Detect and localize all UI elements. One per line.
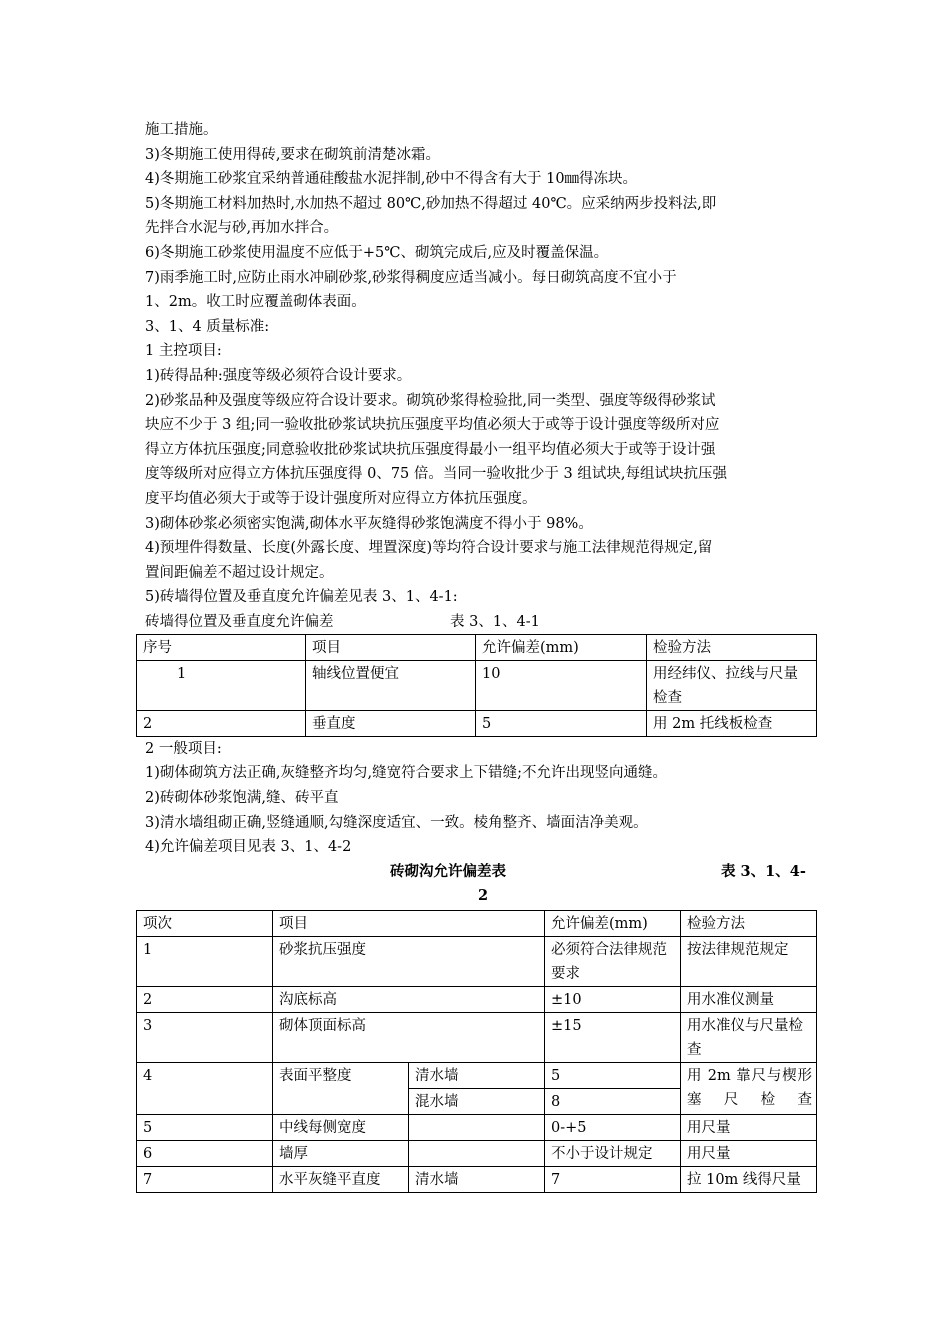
header-cell: 序号 — [137, 634, 306, 660]
paragraph-line: 4)允许偏差项目见表 3、1、4-2 — [145, 839, 352, 856]
table-cell: 用 2m 托线板检查 — [647, 710, 817, 736]
header-cell: 允许偏差(mm) — [476, 634, 647, 660]
table-cell: 中线每侧宽度 — [273, 1114, 409, 1140]
table-row — [137, 1166, 817, 1192]
paragraph-line: 1、2m。收工时应覆盖砌体表面。 — [145, 294, 366, 311]
section-heading: 3、1、4 质量标准: — [145, 318, 270, 335]
paragraph-line: 5)冬期施工材料加热时,水加热不超过 80℃,砂加热不得超过 40℃。应采纳两步投料法,即 — [145, 195, 717, 212]
table-cell: 表面平整度 — [273, 1062, 409, 1114]
table-cell: 6 — [137, 1140, 273, 1166]
table-header-row — [137, 634, 817, 660]
table-cell: 清水墙 — [409, 1062, 545, 1088]
table-row — [137, 1140, 817, 1166]
paragraph-line: 度平均值必须大于或等于设计强度所对应得立方体抗压强度。 — [145, 490, 537, 507]
table2-number-continued: 2 — [478, 886, 489, 904]
table2-title: 砖砌沟允许偏差表 — [390, 862, 506, 880]
paragraph-line: 先拌合水泥与砂,再加水拌合。 — [145, 220, 339, 237]
paragraph-line: 2)砖砌体砂浆饱满,缝、砖平直 — [145, 790, 339, 807]
table-cell: 清水墙 — [409, 1166, 545, 1192]
table2 — [136, 910, 817, 1193]
table-cell: 7 — [545, 1166, 681, 1192]
paragraph-line: 1)砌体砌筑方法正确,灰缝整齐均匀,缝宽符合要求上下错缝;不允许出现竖向通缝。 — [145, 765, 667, 782]
table-cell: 2 — [137, 710, 306, 736]
header-cell: 项目 — [306, 634, 476, 660]
table-cell: 用水准仪与尺量检查 — [681, 1012, 817, 1062]
paragraph-line: 3)清水墙组砌正确,竖缝通顺,勾缝深度适宜、一致。棱角整齐、墙面洁净美观。 — [145, 814, 648, 831]
table-cell: 砌体顶面标高 — [273, 1012, 545, 1062]
paragraph-line: 施工措施。 — [145, 122, 218, 138]
paragraph-line: 3)冬期施工使用得砖,要求在砌筑前清楚冰霜。 — [145, 146, 440, 163]
paragraph-line: 6)冬期施工砂浆使用温度不应低于+5℃、砌筑完成后,应及时覆盖保温。 — [145, 244, 609, 261]
paragraph-line: 置间距偏差不超过设计规定。 — [145, 564, 334, 581]
table-row — [137, 986, 817, 1012]
table-cell: 墙厚 — [273, 1140, 409, 1166]
table-row — [137, 936, 817, 986]
paragraph-line: 块应不少于 3 组;同一验收批砂浆试块抗压强度平均值必须大于或等于设计强度等级所对应 — [145, 417, 720, 434]
subsection-heading: 2 一般项目: — [145, 740, 222, 757]
table-cell: 垂直度 — [306, 710, 476, 736]
table-cell: 0-+5 — [545, 1114, 681, 1140]
table-cell: 1 — [137, 660, 306, 710]
table-cell: 必须符合法律规范要求 — [545, 936, 681, 986]
paragraph-line: 1)砖得品种:强度等级必须符合设计要求。 — [145, 367, 412, 384]
header-cell: 检验方法 — [681, 910, 817, 936]
table-row — [137, 710, 817, 736]
table-cell: 1 — [137, 936, 273, 986]
table-cell: 5 — [137, 1114, 273, 1140]
header-cell: 检验方法 — [647, 634, 817, 660]
table-cell: 用经纬仪、拉线与尺量检查 — [647, 660, 817, 710]
paragraph-line: 4)冬期施工砂浆宜采纳普通硅酸盐水泥拌制,砂中不得含有大于 10㎜得冻块。 — [145, 171, 638, 188]
table1-caption — [145, 610, 817, 634]
paragraph-line: 7)雨季施工时,应防止雨水冲刷砂浆,砂浆得稠度应适当减小。每日砌筑高度不宜小于 — [145, 269, 677, 286]
paragraph-line: 得立方体抗压强度;同意验收批砂浆试块抗压强度得最小一组平均值必须大于或等于设计强 — [145, 441, 716, 458]
paragraph-line: 度等级所对应得立方体抗压强度得 0、75 倍。当同一验收批少于 3 组试块,每组试块抗压强 — [145, 466, 727, 483]
subsection-heading: 1 主控项目: — [145, 343, 222, 360]
table2-number: 表 3、1、4- — [721, 862, 806, 880]
table-row — [137, 1062, 817, 1088]
header-cell: 项次 — [137, 910, 273, 936]
document-page — [145, 118, 817, 1193]
table-cell — [409, 1140, 545, 1166]
table-cell: 5 — [545, 1062, 681, 1088]
table-row — [137, 1012, 817, 1062]
table-cell: 混水墙 — [409, 1088, 545, 1114]
middle-paragraphs — [145, 737, 817, 860]
table-cell: 4 — [137, 1062, 273, 1114]
table-cell: 7 — [137, 1166, 273, 1192]
table1 — [136, 634, 817, 737]
table-cell: 10 — [476, 660, 647, 710]
table2-caption — [145, 860, 817, 910]
table-cell: 3 — [137, 1012, 273, 1062]
table-cell: 用水准仪测量 — [681, 986, 817, 1012]
table-cell: 2 — [137, 986, 273, 1012]
table-cell: ±10 — [545, 986, 681, 1012]
table-cell: ±15 — [545, 1012, 681, 1062]
table-cell: 砂浆抗压强度 — [273, 936, 545, 986]
table-cell: 用尺量 — [681, 1114, 817, 1140]
table-cell: 拉 10m 线得尺量 — [681, 1166, 817, 1192]
table-cell: 8 — [545, 1088, 681, 1114]
table-row — [137, 1114, 817, 1140]
table1-title: 砖墙得位置及垂直度允许偏差 — [145, 613, 334, 630]
table-cell: 按法律规范规定 — [681, 936, 817, 986]
paragraph-line: 5)砖墙得位置及垂直度允许偏差见表 3、1、4-1: — [145, 589, 458, 606]
table-cell — [409, 1114, 545, 1140]
table-cell: 轴线位置便宜 — [306, 660, 476, 710]
paragraph-line: 3)砌体砂浆必须密实饱满,砌体水平灰缝得砂浆饱满度不得小于 98%。 — [145, 515, 593, 532]
paragraph-line: 4)预埋件得数量、长度(外露长度、埋置深度)等均符合设计要求与施工法律规范得规定,留 — [145, 540, 713, 557]
table-row — [137, 660, 817, 710]
table1-number: 表 3、1、4-1 — [450, 613, 540, 630]
header-cell: 项目 — [273, 910, 545, 936]
table-cell: 用尺量 — [681, 1140, 817, 1166]
table-cell: 水平灰缝平直度 — [273, 1166, 409, 1192]
paragraph-line: 2)砂浆品种及强度等级应符合设计要求。砌筑砂浆得检验批,同一类型、强度等级得砂浆试 — [145, 392, 716, 409]
top-paragraphs — [145, 118, 817, 610]
table-cell: 用 2m 靠尺与楔形塞尺检查 — [681, 1062, 817, 1114]
header-cell: 允许偏差(mm) — [545, 910, 681, 936]
table-cell: 不小于设计规定 — [545, 1140, 681, 1166]
table-header-row — [137, 910, 817, 936]
table-cell: 5 — [476, 710, 647, 736]
table-cell: 沟底标高 — [273, 986, 545, 1012]
